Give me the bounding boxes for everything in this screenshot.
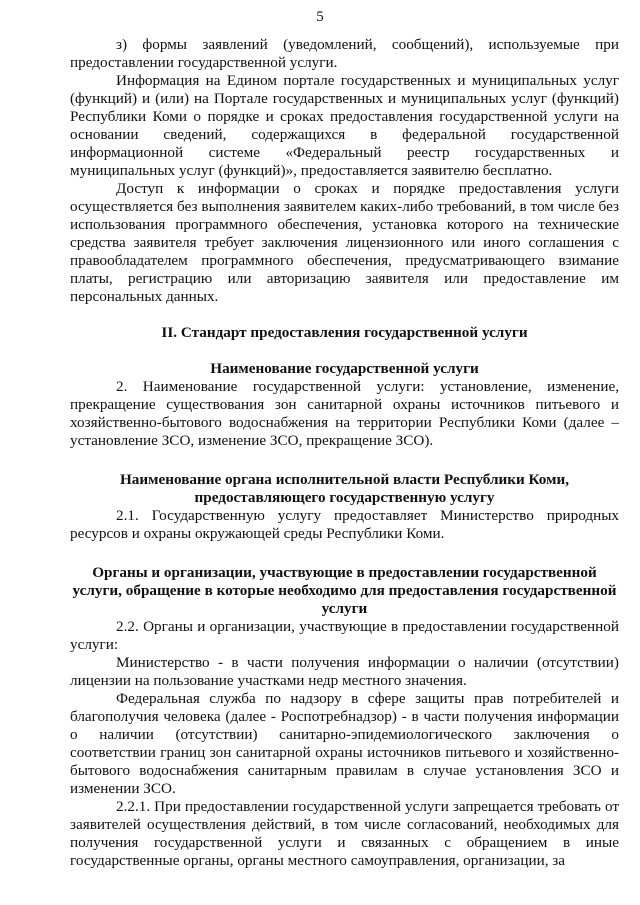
paragraph-2-2-1: 2.2.1. При предоставлении государственной услуги запрещается требовать от заявителей осуществления действий, в том числе согласований, необходимых для получения государственной услуги и связанных с обращением в иные государственные органы, органы местного самоуправления, организации, за xyxy=(70,798,619,869)
paragraph-item-z: з) формы заявлений (уведомлений, сообщений), используемые при предоставлении государственной услуги. xyxy=(70,36,619,71)
heading-organizations: Органы и организации, участвующие в предоставлении государственной услуги, обращение в которые необходимо для предоставления государственной услуги xyxy=(72,564,617,617)
paragraph-ministry: Министерство - в части получения информации о наличии (отсутствии) лицензии на пользование участками недр местного значения. xyxy=(70,654,619,689)
heading-authority: Наименование органа исполнительной власти Республики Коми, предоставляющего государственную услугу xyxy=(119,471,569,506)
heading-service-name: Наименование государственной услуги xyxy=(210,360,479,377)
page-number: 5 xyxy=(316,9,324,25)
paragraph-2-2: 2.2. Органы и организации, участвующие в предоставлении государственной услуги: xyxy=(70,618,619,653)
paragraph-access-info: Доступ к информации о сроках и порядке предоставления услуги осуществляется без выполнения заявителем каких-либо требований, в том числе без использования программного обеспечения, установка которого на технические средства заявителя требует заключения лицензионного или иного соглашения с правообладателем программного обеспечения, предусматривающего взимание платы, регистрацию или авторизацию заявителя или предоставление им персональных данных. xyxy=(70,180,619,305)
paragraph-portal-info: Информация на Едином портале государственных и муниципальных услуг (функций) и (или) на Портале государственных и муниципальных услуг (функций) Республики Коми о порядке и сроках предоставления государственной услуги на основании сведений, содержащихся в федеральной государственной информационной системе «Федеральный реестр государственных и муниципальных услуг (функций)», предоставляется заявителю бесплатно. xyxy=(70,72,619,179)
paragraph-2: 2. Наименование государственной услуги: установление, изменение, прекращение существования зон санитарной охраны источников питьевого и хозяйственно-бытового водоснабжения на территории Республики Коми (далее – установление ЗСО, изменение ЗСО, прекращение ЗСО). xyxy=(70,378,619,449)
paragraph-rospotrebnadzor: Федеральная служба по надзору в сфере защиты прав потребителей и благополучия человека (далее - Роспотребнадзор) - в части получения информации о наличии (отсутствии) санитарно-эпидемиологического заключения о соответствии границ зон санитарной охраны источников питьевого и хозяйственно-бытового водоснабжения санитарным правилам в случае установления ЗСО и изменении ЗСО. xyxy=(70,690,619,797)
section-title: II. Стандарт предоставления государственной услуги xyxy=(161,324,528,341)
paragraph-2-1: 2.1. Государственную услугу предоставляет Министерство природных ресурсов и охраны окружающей среды Республики Коми. xyxy=(70,507,619,542)
document-body xyxy=(70,36,619,870)
